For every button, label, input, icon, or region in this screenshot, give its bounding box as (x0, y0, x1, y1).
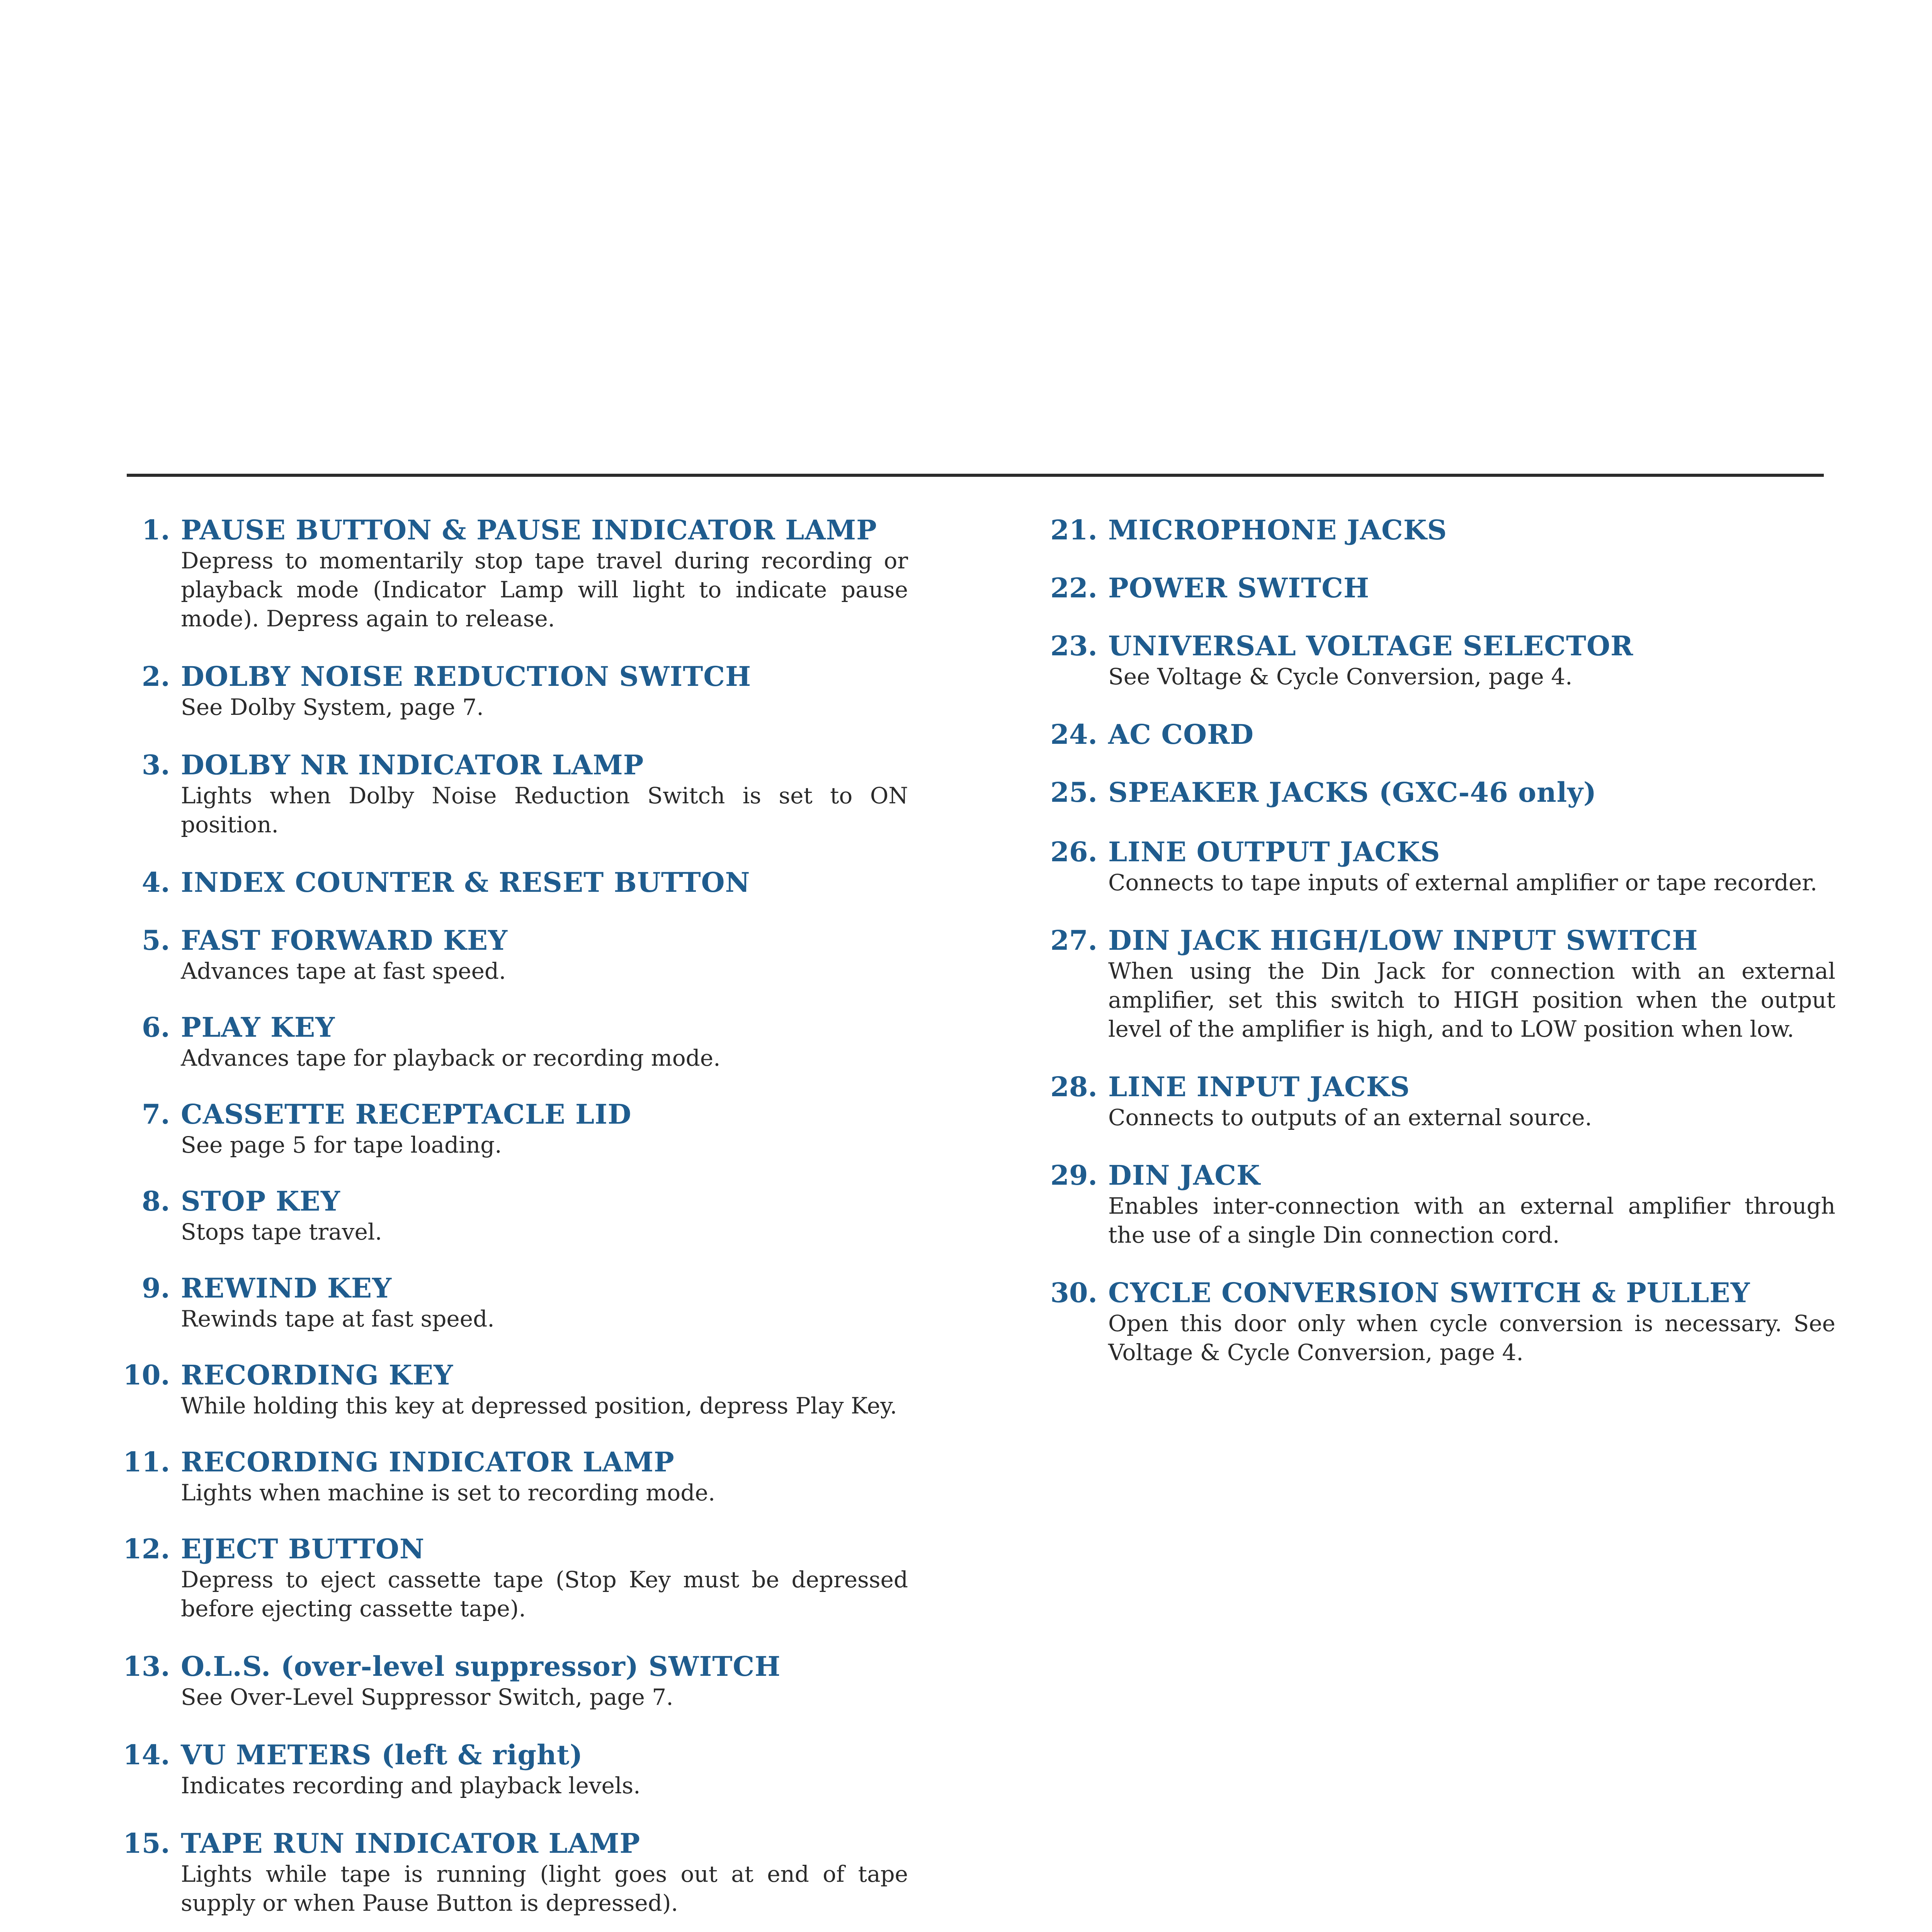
list-item (112, 1827, 908, 1918)
item-title: VU METERS (left & right) (181, 1739, 583, 1771)
list-item (1039, 1159, 1835, 1250)
item-description: Depress to momentarily stop tape travel during recording or playback mode (Indicator Lamp will light to indicate pause mode). Depress again to release. (181, 548, 908, 632)
list-item (112, 1739, 908, 1800)
left-column (112, 514, 908, 1932)
item-description: Lights when Dolby Noise Reduction Switch is set to ON position. (181, 782, 908, 838)
item-number: 9. (141, 1272, 170, 1304)
item-description: Open this door only when cycle conversion is necessary. See Voltage & Cycle Conversion, page 4. (1108, 1310, 1835, 1366)
item-description: When using the Din Jack for connection with an external amplifier, set this switch to HIGH position when the output level of the amplifier is high, and to LOW position when low. (1108, 958, 1835, 1042)
item-title: POWER SWITCH (1108, 572, 1369, 604)
item-number: 24. (1050, 718, 1097, 750)
item-description: Advances tape for playback or recording mode. (181, 1045, 721, 1071)
item-title: CASSETTE RECEPTACLE LID (181, 1098, 632, 1130)
right-column (1039, 514, 1835, 1367)
item-number: 3. (141, 749, 170, 781)
item-number: 30. (1050, 1277, 1097, 1309)
item-description: See Over-Level Suppressor Switch, page 7. (181, 1684, 673, 1710)
item-title: RECORDING INDICATOR LAMP (181, 1446, 675, 1478)
item-description: Advances tape at fast speed. (181, 958, 506, 984)
item-description: Rewinds tape at fast speed. (181, 1306, 495, 1332)
item-number: 23. (1050, 630, 1097, 662)
item-title: MICROPHONE JACKS (1108, 514, 1447, 546)
list-item (112, 1098, 908, 1160)
item-title: PAUSE BUTTON & PAUSE INDICATOR LAMP (181, 514, 877, 546)
item-title: RECORDING KEY (181, 1359, 454, 1391)
item-description: See Voltage & Cycle Conversion, page 4. (1108, 663, 1573, 690)
item-description: Stops tape travel. (181, 1219, 382, 1245)
list-item (1039, 572, 1835, 604)
item-number: 8. (141, 1185, 170, 1217)
header-rule (127, 474, 1824, 477)
item-title: DOLBY NR INDICATOR LAMP (181, 749, 644, 781)
item-title: DIN JACK (1108, 1159, 1260, 1191)
item-description: While holding this key at depressed position, depress Play Key. (181, 1393, 897, 1419)
item-number: 21. (1050, 514, 1097, 546)
item-description: Connects to outputs of an external source. (1108, 1104, 1592, 1131)
item-number: 2. (141, 660, 170, 692)
item-number: 4. (141, 866, 170, 898)
item-title: TAPE RUN INDICATOR LAMP (181, 1827, 641, 1859)
item-number: 11. (123, 1446, 170, 1478)
item-description: Lights while tape is running (light goes out at end of tape supply or when Pause Button is depressed). (181, 1861, 908, 1916)
list-item (112, 1533, 908, 1623)
list-item (1039, 776, 1835, 809)
list-item (112, 660, 908, 722)
list-item (112, 866, 908, 899)
list-item (1039, 514, 1835, 546)
item-number: 10. (123, 1359, 170, 1391)
item-title: SPEAKER JACKS (GXC-46 only) (1108, 776, 1597, 808)
item-title: PLAY KEY (181, 1011, 335, 1043)
list-item (112, 1650, 908, 1712)
list-item (1039, 1277, 1835, 1367)
item-title: LINE OUTPUT JACKS (1108, 836, 1440, 868)
item-description: Connects to tape inputs of external amplifier or tape recorder. (1108, 869, 1818, 896)
item-title: EJECT BUTTON (181, 1533, 425, 1565)
item-title: UNIVERSAL VOLTAGE SELECTOR (1108, 630, 1634, 662)
list-item (1039, 924, 1835, 1044)
item-number: 12. (123, 1533, 170, 1565)
list-item (112, 1272, 908, 1333)
item-number: 13. (123, 1650, 170, 1682)
item-title: CYCLE CONVERSION SWITCH & PULLEY (1108, 1277, 1750, 1309)
item-number: 28. (1050, 1071, 1097, 1103)
list-item (112, 1359, 908, 1420)
list-item (112, 1185, 908, 1247)
item-number: 27. (1050, 924, 1097, 956)
list-item (112, 1011, 908, 1073)
list-item (112, 514, 908, 633)
list-item (112, 924, 908, 986)
item-number: 22. (1050, 572, 1097, 604)
item-number: 7. (141, 1098, 170, 1130)
item-title: INDEX COUNTER & RESET BUTTON (181, 866, 750, 898)
item-description: See Dolby System, page 7. (181, 694, 484, 720)
item-number: 25. (1050, 776, 1097, 808)
item-title: REWIND KEY (181, 1272, 392, 1304)
item-number: 6. (141, 1011, 170, 1043)
item-title: STOP KEY (181, 1185, 340, 1217)
item-number: 26. (1050, 836, 1097, 868)
item-title: DIN JACK HIGH/LOW INPUT SWITCH (1108, 924, 1698, 956)
item-title: O.L.S. (over-level suppressor) SWITCH (181, 1650, 781, 1682)
list-item (1039, 718, 1835, 751)
item-description: Enables inter-connection with an external amplifier through the use of a single Din connection cord. (1108, 1193, 1835, 1248)
item-title: DOLBY NOISE REDUCTION SWITCH (181, 660, 752, 692)
list-item (112, 749, 908, 839)
item-title: AC CORD (1108, 718, 1254, 750)
item-description: Indicates recording and playback levels. (181, 1772, 641, 1799)
item-number: 14. (123, 1739, 170, 1771)
item-number: 1. (141, 514, 170, 546)
item-number: 29. (1050, 1159, 1097, 1191)
list-item (1039, 836, 1835, 897)
item-description: Lights when machine is set to recording mode. (181, 1480, 716, 1506)
item-title: FAST FORWARD KEY (181, 924, 508, 956)
list-item (1039, 630, 1835, 691)
item-number: 5. (141, 924, 170, 956)
item-number: 15. (123, 1827, 170, 1859)
item-description: Depress to eject cassette tape (Stop Key must be depressed before ejecting cassette tape). (181, 1566, 908, 1622)
item-title: LINE INPUT JACKS (1108, 1071, 1410, 1103)
list-item (1039, 1071, 1835, 1132)
list-item (112, 1446, 908, 1507)
item-description: See page 5 for tape loading. (181, 1132, 502, 1158)
